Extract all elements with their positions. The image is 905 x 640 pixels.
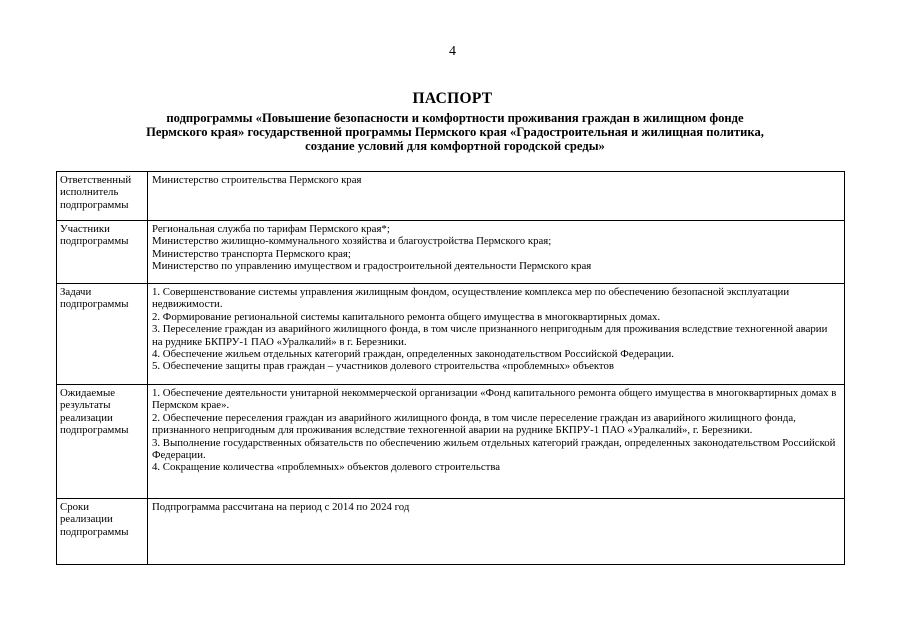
row-label-tasks: Задачи подпрограммы xyxy=(57,284,148,385)
subtitle-line: подпрограммы «Повышение безопасности и комфортности проживания граждан в жилищном фонде xyxy=(166,111,744,125)
row-content-tasks xyxy=(148,284,845,385)
list-item: 4. Сокращение количества «проблемных» объектов долевого строительства xyxy=(152,461,501,474)
row-content-expected-results xyxy=(148,385,845,499)
row-content-terms xyxy=(148,499,845,565)
list-item: Министерство строительства Пермского края xyxy=(152,174,362,186)
list-item: Министерство жилищно-коммунального хозяйства и благоустройства Пермского края; xyxy=(152,235,552,248)
passport-table xyxy=(56,171,845,565)
list-item: 5. Обеспечение защиты прав граждан – участников долевого строительства «проблемных» объектов xyxy=(152,360,614,373)
table-row xyxy=(57,385,845,499)
list-item: 4. Обеспечение жильем отдельных категорий граждан, определенных законодательством Российской Федерации. xyxy=(152,348,674,361)
table-row xyxy=(57,172,845,221)
row-label-terms: Сроки реализации подпрограммы xyxy=(57,499,148,565)
document-title: ПАСПОРТ xyxy=(412,90,493,107)
row-content-responsible xyxy=(148,172,845,221)
list-item: Подпрограмма рассчитана на период с 2014 по 2024 год xyxy=(152,501,410,513)
list-item: 1. Обеспечение деятельности унитарной некоммерческой организации «Фонд капитального ремонта общего имущества в многоквартирных домах в Пермском крае». xyxy=(152,387,837,412)
list-item: 3. Выполнение государственных обязательств по обеспечению жильем отдельных категорий граждан, определенных законодательством Российской Федерации. xyxy=(152,436,836,462)
list-item: 3. Переселение граждан из аварийного жилищного фонда, в том числе признанного непригодным для проживания вследствие техногенной аварии на руднике БКПРУ-1 ПАО «Уралкалий» в г. Березники. xyxy=(152,323,828,348)
row-label-participants: Участники подпрограммы xyxy=(57,221,148,284)
document-subtitle xyxy=(70,111,840,153)
row-label-responsible: Ответственный исполнитель подпрограммы xyxy=(57,172,148,221)
list-item: 2. Обеспечение переселения граждан из аварийного жилищного фонда, в том числе переселение граждан из аварийного жилищного фонда, признанного непригодным для проживания вследствие техногенной аварии на руднике БКПРУ-1 ПАО «Уралкалий», г. Березники. xyxy=(152,411,796,437)
row-content-participants xyxy=(148,221,845,284)
list-item: Региональная служба по тарифам Пермского края*; xyxy=(152,223,390,235)
table-row xyxy=(57,499,845,565)
row-label-expected-results: Ожидаемые результаты реализации подпрограммы xyxy=(57,385,148,499)
page-number: 4 xyxy=(449,44,456,59)
table-row xyxy=(57,284,845,385)
list-item: Министерство транспорта Пермского края; xyxy=(152,247,351,260)
list-item: Министерство по управлению имуществом и градостроительной деятельности Пермского края xyxy=(152,260,592,273)
subtitle-line: Пермского края» государственной программы Пермского края «Градостроительная и жилищная политика, xyxy=(146,125,764,139)
subtitle-line: создание условий для комфортной городской среды» xyxy=(305,139,605,153)
list-item: 1. Совершенствование системы управления жилищным фондом, осуществление комплекса мер по обеспечению безопасной эксплуатации недвижимости. xyxy=(152,286,790,311)
list-item: 2. Формирование региональной системы капитального ремонта общего имущества в многоквартирных домах. xyxy=(152,310,661,323)
table-row xyxy=(57,221,845,284)
